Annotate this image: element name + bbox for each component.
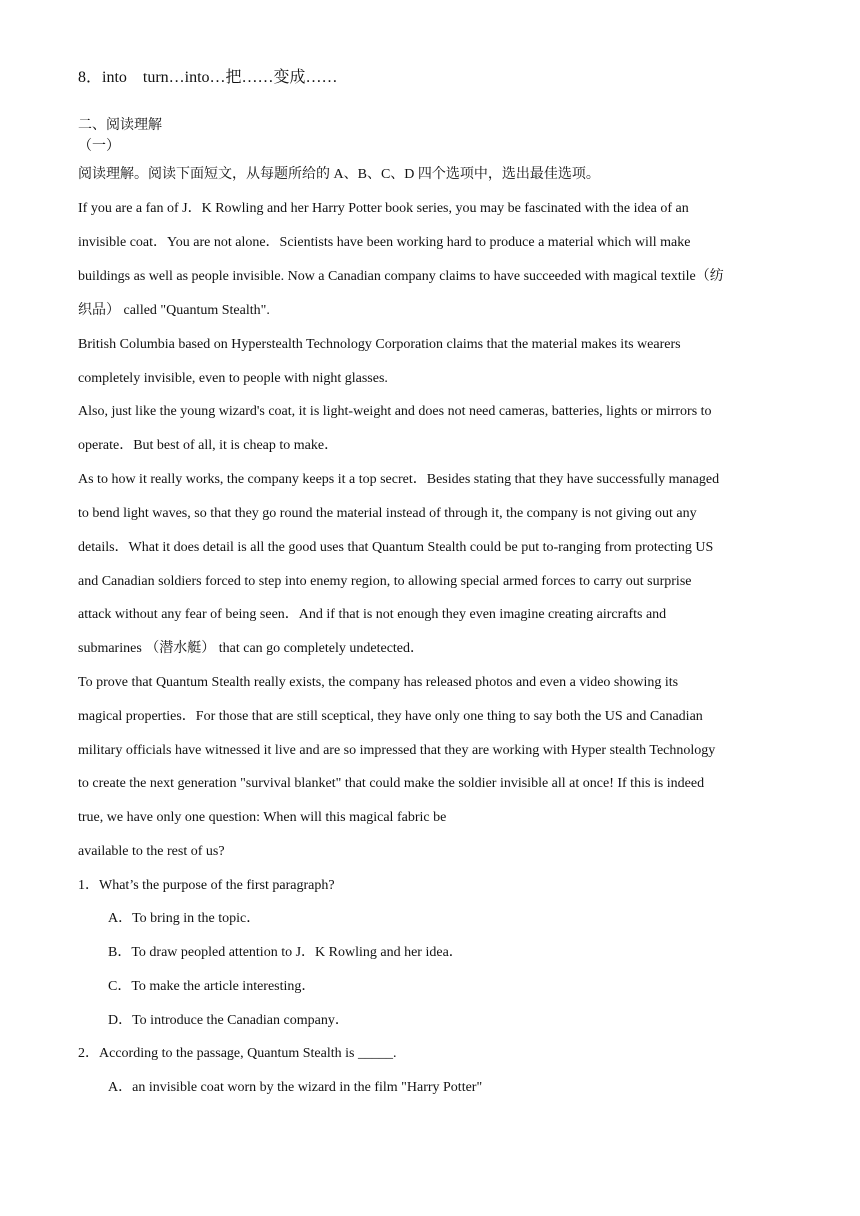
question-stem: 2．According to the passage, Quantum Stealth is _____. [78,1046,397,1061]
passage-line: buildings as well as people invisible. Now a Canadian company claims to have succeeded with magical textile（纺 [78,269,724,284]
answer-option-d: D．To introduce the Canadian company． [108,1013,349,1028]
passage-line: As to how it really works, the company keeps it a top secret．Besides stating that they have successfully managed [78,472,720,487]
passage-line: operate．But best of all, it is cheap to make． [78,438,339,453]
passage-line: true, we have only one question: When will this magical fabric be [78,810,447,825]
answer-option-c: C．To make the article interesting． [108,979,316,994]
passage-line: to bend light waves, so that they go round the material instead of through it, the company is not giving out any [78,506,697,521]
passage-line: If you are a fan of J．K Rowling and her Harry Potter book series, you may be fascinated with the idea of an [78,201,689,216]
answer-option-b: B．To draw peopled attention to J．K Rowling and her idea． [108,945,463,960]
passage-line: details．What it does detail is all the good uses that Quantum Stealth could be put to-ranging from protecting US [78,540,714,555]
section-title: 二、阅读理解 [78,118,162,133]
passage-line: completely invisible, even to people with night glasses. [78,371,388,386]
passage-line: to create the next generation "survival blanket" that could make the soldier invisible all at once! If this is indeed [78,776,705,791]
instructions: 阅读理解。阅读下面短文，从每题所给的 A、B、C、D 四个选项中，选出最佳选项。 [78,167,600,182]
answer-option-a: A．To bring in the topic． [108,911,261,926]
passage-line: Also, just like the young wizard's coat, it is light-weight and does not need cameras, batteries, lights or mirrors to [78,404,712,419]
passage-line: British Columbia based on Hyperstealth Technology Corporation claims that the material makes its wearers [78,337,681,352]
subsection-title: （一） [78,139,120,154]
passage-line: magical properties．For those that are still sceptical, they have only one thing to say both the US and Canadian [78,709,703,724]
passage-line: invisible coat．You are not alone．Scientists have been working hard to produce a material which will make [78,235,691,250]
answer-option-a: A．an invisible coat worn by the wizard in the film "Harry Potter" [108,1080,483,1095]
passage-line: 织品） called "Quantum Stealth". [78,303,270,318]
vocab-item: 8．into turn…into…把……变成…… [78,69,338,86]
question-stem: 1．What’s the purpose of the first paragraph? [78,878,335,893]
passage-line: attack without any fear of being seen．And if that is not enough they even imagine creating aircrafts and [78,607,667,622]
passage-line: available to the rest of us? [78,844,225,859]
passage-line: military officials have witnessed it live and are so impressed that they are working with Hyper stealth Technology [78,743,716,758]
passage-line: submarines （潜水艇） that can go completely undetected． [78,641,425,656]
passage-line: To prove that Quantum Stealth really exists, the company has released photos and even a video showing its [78,675,679,690]
passage-line: and Canadian soldiers forced to step into enemy region, to allowing special armed forces to carry out surprise [78,574,692,589]
